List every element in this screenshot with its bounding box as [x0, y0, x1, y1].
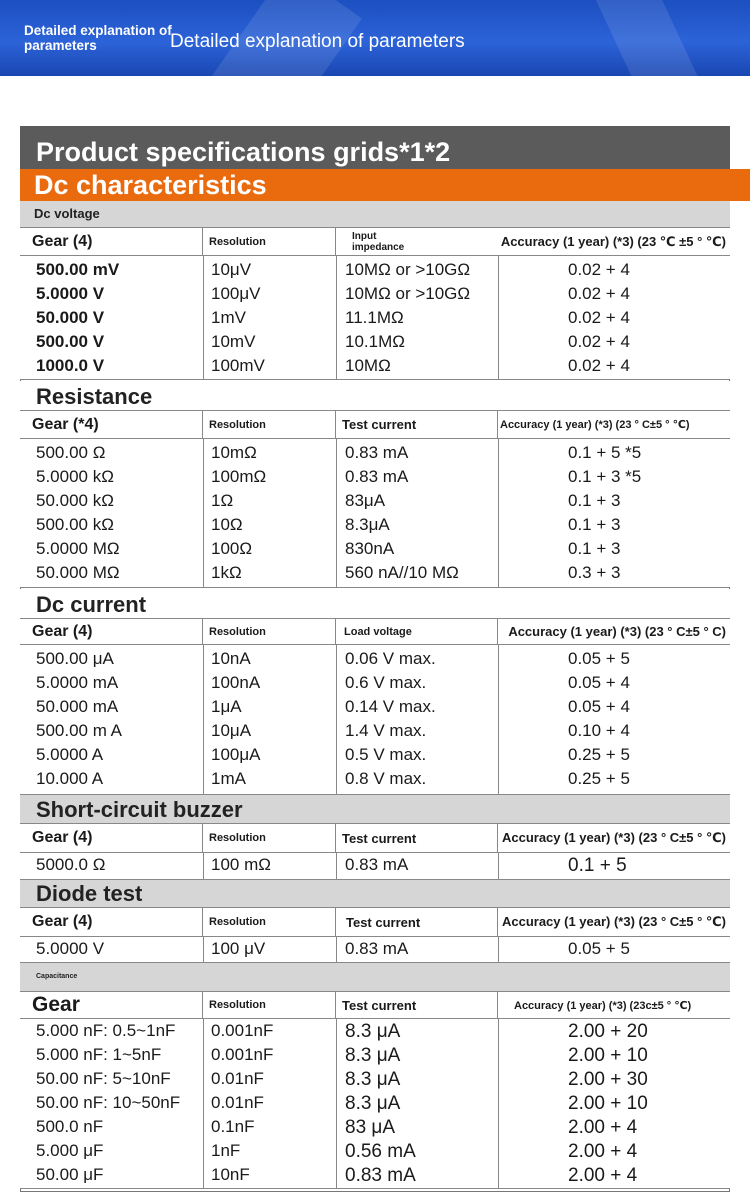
section-title-dc-voltage: Dc voltage	[20, 201, 730, 227]
header-accuracy: Accuracy (1 year) (*3) (23 ° C±5 ° ℃)	[501, 914, 726, 929]
table-header-buzzer	[20, 823, 730, 853]
header-resolution: Resolution	[203, 908, 336, 936]
table-header-diode	[20, 907, 730, 937]
banner-title: Detailed explanation of parameters	[170, 31, 465, 52]
header-test-current: Test current	[336, 824, 498, 852]
header-resolution: Resolution	[203, 228, 336, 255]
table-diode: 5.0000 V 100 μV 0.83 mA 0.05 + 5	[20, 937, 730, 963]
banner-small-title: Detailed explanation of parameters	[24, 23, 172, 53]
header-banner	[0, 0, 750, 76]
section-title-diode: Diode test	[20, 880, 730, 907]
section-title-resistance: Resistance	[20, 381, 730, 410]
header-accuracy: Accuracy (1 year) (*3) (23 ° C±5 ° C)	[508, 623, 726, 639]
header-test-current: Test current	[336, 411, 498, 438]
table-header-dc-current	[20, 618, 730, 645]
section-title-dc-current: Dc current	[20, 589, 730, 618]
header-input-impedance: Input impedance	[352, 230, 405, 253]
header-gear: Gear (4)	[20, 228, 203, 255]
table-header-dc-voltage	[20, 227, 730, 256]
header-gear: Gear (*4)	[20, 411, 203, 438]
header-test-current: Test current	[336, 992, 498, 1018]
header-accuracy: Accuracy (1 year) (*3) (23c±5 ° ℃)	[514, 999, 692, 1012]
table-header-resistance	[20, 410, 730, 439]
spec-title: Product specifications grids*1*2	[20, 126, 730, 169]
table-resistance: 500.00 Ω 10mΩ 0.83 mA 0.1 + 5 *5 5.0000 kΩ 100mΩ 0.83 mA 0.1 + 3 *5 50.000 kΩ 1Ω 83μA 0.1 + 3 500.00 kΩ 10Ω 8.3μA 0.1 + 3 5.0000 MΩ 100Ω 830nA 0.1 + 3 50.000 MΩ 1kΩ 560 nA//10 MΩ 0.3 + 3	[20, 439, 730, 588]
header-accuracy: Accuracy (1 year) (*3) (23 ° C±5 ° ℃)	[500, 419, 690, 431]
section-title-capacitance: Capacitance	[20, 963, 730, 991]
header-accuracy: Accuracy (1 year) (*3) (23 ° C±5 ° ℃)	[501, 830, 726, 845]
header-resolution: Resolution	[203, 824, 336, 852]
header-accuracy: Accuracy (1 year) (*3) (23 ℃ ±5 ° ℃)	[500, 233, 726, 249]
table-dc-current: 500.00 μA 10nA 0.06 V max. 0.05 + 5 5.0000 mA 100nA 0.6 V max. 0.05 + 4 50.000 mA 1μA 0.14 V max. 0.05 + 4 500.00 m A 10μA 1.4 V max. 0.10 + 4 5.0000 A 100μA 0.5 V max. 0.25 + 5 10.000 A 1mA 0.8 V max. 0.25 + 5	[20, 645, 730, 795]
header-gear: Gear (4)	[20, 908, 203, 936]
table-dc-voltage: 500.00 mV 10μV 10MΩ or >10GΩ 0.02 + 4 5.0000 V 100μV 10MΩ or >10GΩ 0.02 + 4 50.000 V 1mV 11.1MΩ 0.02 + 4 500.00 V 10mV 10.1MΩ 0.02 + 4 1000.0 V 100mV 10MΩ 0.02 + 4	[20, 256, 730, 380]
table-buzzer: 5000.0 Ω 100 mΩ 0.83 mA 0.1 + 5	[20, 853, 730, 880]
header-gear: Gear (4)	[20, 619, 203, 644]
dc-characteristics-title: Dc characteristics	[20, 169, 750, 201]
header-gear: Gear	[20, 992, 203, 1018]
table-capacitance: 5.000 nF: 0.5~1nF 0.001nF 8.3 μA 2.00 + 20 5.000 nF: 1~5nF 0.001nF 8.3 μA 2.00 + 10 50.00 nF: 5~10nF 0.01nF 8.3 μA 2.00 + 30 50.00 nF: 10~50nF 0.01nF 8.3 μA 2.00 + 10 500.0 nF 0.1nF 83 μA 2.00 + 4 5.000 μF 1nF 0.56 mA 2.00 + 4 50.00 μF 10nF 0.83 mA 2.00 + 4	[20, 1019, 730, 1189]
header-resolution: Resolution	[203, 411, 336, 438]
header-load-voltage: Load voltage	[336, 619, 498, 644]
header-resolution: Resolution	[203, 992, 336, 1018]
header-gear: Gear (4)	[20, 824, 203, 852]
section-title-buzzer: Short-circuit buzzer	[20, 795, 730, 823]
header-resolution: Resolution	[203, 619, 336, 644]
banner-decoration	[591, 0, 709, 76]
header-test-current: Test current	[336, 908, 498, 936]
table-header-capacitance	[20, 991, 730, 1019]
